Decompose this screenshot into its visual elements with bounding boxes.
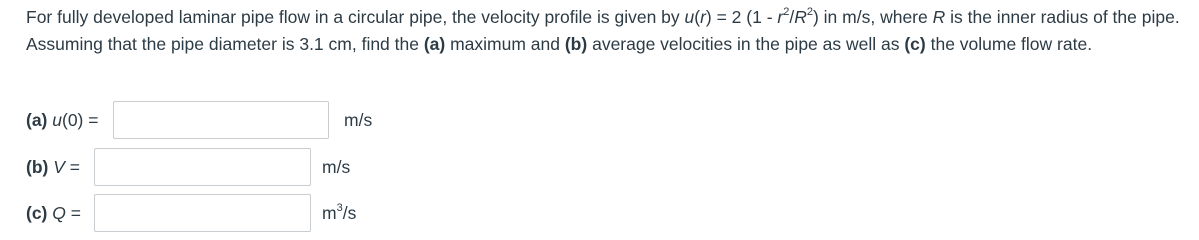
problem-text: average velocities in the pipe as well as	[587, 34, 905, 54]
answer-input-b[interactable]	[94, 148, 311, 186]
problem-text: ) = 2 (1 -	[705, 7, 778, 27]
part-tag: (a)	[26, 110, 48, 130]
answer-input-a[interactable]	[113, 101, 329, 139]
radius-variable: r	[777, 7, 784, 27]
part-b-tag: (b)	[564, 34, 588, 54]
part-c-tag: (c)	[904, 34, 926, 54]
answer-label-c	[26, 203, 81, 224]
unit-label-c	[322, 203, 356, 224]
radius-variable: r	[700, 7, 706, 27]
unit-exponent: 3	[336, 202, 343, 215]
symbol: V	[53, 157, 65, 177]
problem-text: ) in m/s, where	[812, 7, 933, 27]
unit-label-a: m/s	[344, 110, 373, 130]
inner-radius-symbol: R	[932, 7, 946, 27]
inner-radius-symbol: R	[794, 7, 807, 27]
problem-text: is the inner radius of the pipe. Assuming that the pipe diameter is 3.1 cm, find the	[26, 7, 1180, 54]
problem-text: /	[789, 7, 795, 27]
answer-label-b	[26, 157, 80, 178]
unit-label-b: m/s	[322, 157, 351, 177]
part-a-tag: (a)	[423, 34, 446, 54]
answer-input-c[interactable]	[94, 194, 311, 232]
velocity-symbol: u	[684, 7, 695, 27]
unit-base: m	[322, 203, 337, 223]
unit-tail: /s	[342, 203, 357, 223]
problem-text: For fully developed laminar pipe flow in a circular pipe, the velocity profile is given by	[26, 7, 685, 27]
problem-statement	[26, 4, 1186, 58]
label-rest: =	[65, 203, 81, 223]
problem-text: maximum and	[445, 34, 565, 54]
answer-label-a	[26, 110, 98, 131]
symbol: Q	[52, 203, 66, 223]
exponent: 2	[806, 6, 813, 19]
problem-text: the volume flow rate.	[925, 34, 1093, 54]
label-rest: =	[64, 157, 81, 177]
part-tag: (c)	[26, 203, 48, 223]
exponent: 2	[783, 6, 790, 19]
symbol: u	[52, 110, 62, 130]
part-tag: (b)	[26, 157, 49, 177]
label-rest: (0) =	[62, 110, 99, 130]
problem-text: (	[694, 7, 701, 27]
